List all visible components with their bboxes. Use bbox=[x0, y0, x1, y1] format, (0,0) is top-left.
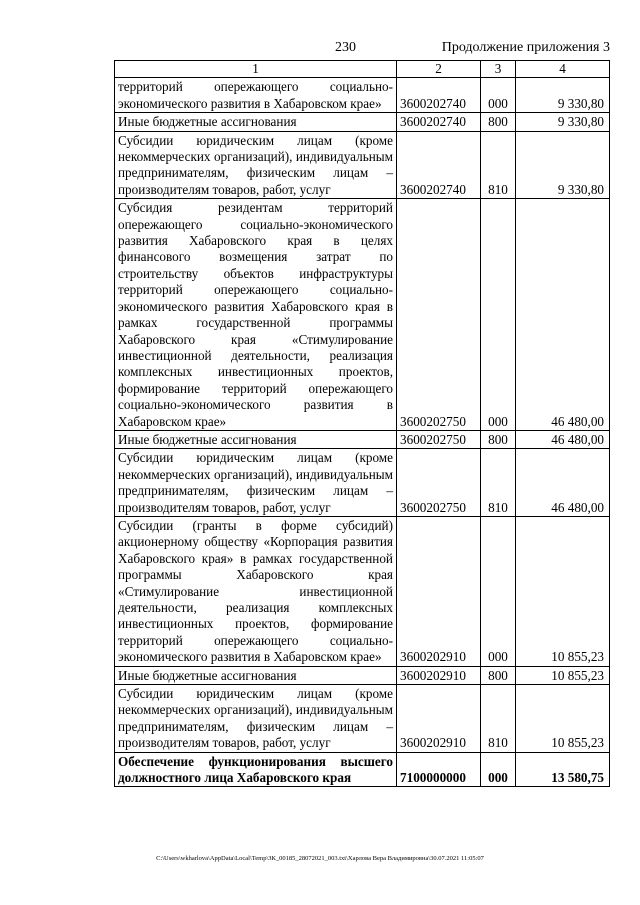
column-header: 3 bbox=[481, 61, 516, 78]
row-name-cell: Иные бюджетные ассигнования bbox=[115, 430, 397, 448]
table-row bbox=[115, 199, 610, 431]
row-name-cell: Иные бюджетные ассигнования bbox=[115, 113, 397, 131]
row-code-cell: 3600202750 bbox=[397, 449, 481, 517]
row-amount-cell: 9 330,80 bbox=[516, 78, 610, 113]
row-code-cell: 3600202910 bbox=[397, 685, 481, 753]
page-header bbox=[0, 40, 640, 58]
row-expense-type-cell: 800 bbox=[481, 113, 516, 131]
row-amount-cell: 46 480,00 bbox=[516, 449, 610, 517]
row-expense-type-cell: 810 bbox=[481, 449, 516, 517]
row-name-cell: Субсидии юридическим лицам (кроме некоммерческих организаций), индивидуальным предпринимателям, физическим лицам – производителям товаров, работ, услуг bbox=[115, 449, 397, 517]
page-number: 230 bbox=[335, 40, 356, 55]
column-number-row bbox=[115, 61, 610, 78]
row-expense-type-cell: 000 bbox=[481, 752, 516, 787]
table-row bbox=[115, 752, 610, 787]
row-code-cell: 3600202750 bbox=[397, 199, 481, 431]
table-row bbox=[115, 516, 610, 666]
row-expense-type-cell: 000 bbox=[481, 516, 516, 666]
column-header: 4 bbox=[516, 61, 610, 78]
row-code-cell: 7100000000 bbox=[397, 752, 481, 787]
row-name-cell: Субсидия резидентам территорий опережающего социально-экономического развития Хабаровского края в целях финансового возмещения затрат по строительству объектов инфраструктуры территорий опережающего социально-экономического развития Хабаровского края в рамках государственной программы Хабаровского края «Стимулирование инвестиционной деятельности, реализация комплексных инвестиционных проектов, формирование территорий опережающего социально-экономического развития в Хабаровском крае» bbox=[115, 199, 397, 431]
row-expense-type-cell: 800 bbox=[481, 666, 516, 684]
budget-table bbox=[114, 60, 610, 787]
row-expense-type-cell: 800 bbox=[481, 430, 516, 448]
row-amount-cell: 9 330,80 bbox=[516, 131, 610, 199]
row-expense-type-cell: 000 bbox=[481, 199, 516, 431]
table-row bbox=[115, 78, 610, 113]
row-name-cell: Субсидии юридическим лицам (кроме некоммерческих организаций), индивидуальным предпринимателям, физическим лицам – производителям товаров, работ, услуг bbox=[115, 131, 397, 199]
table-row bbox=[115, 685, 610, 753]
row-code-cell: 3600202740 bbox=[397, 78, 481, 113]
row-amount-cell: 10 855,23 bbox=[516, 516, 610, 666]
table-row bbox=[115, 131, 610, 199]
row-name-cell: территорий опережающего социально-экономического развития в Хабаровском крае» bbox=[115, 78, 397, 113]
file-path-footer: C:\Users\wkharlova\AppData\Local\Temp\ЗК_00185_28072021_003.txt\Харлова Вера Владимировна\30.07.2021 11:05:07 bbox=[156, 855, 484, 862]
table-row bbox=[115, 449, 610, 517]
table-row bbox=[115, 666, 610, 684]
row-code-cell: 3600202740 bbox=[397, 131, 481, 199]
row-amount-cell: 10 855,23 bbox=[516, 666, 610, 684]
row-code-cell: 3600202740 bbox=[397, 113, 481, 131]
column-header: 1 bbox=[115, 61, 397, 78]
row-code-cell: 3600202910 bbox=[397, 516, 481, 666]
row-name-cell: Субсидии (гранты в форме субсидий) акционерному обществу «Корпорация развития Хабаровского края» в рамках государственной программы Хабаровского края «Стимулирование инвестиционной деятельности, реализация комплексных инвестиционных проектов, формирование территорий опережающего социально-экономического развития в Хабаровском крае» bbox=[115, 516, 397, 666]
row-amount-cell: 46 480,00 bbox=[516, 430, 610, 448]
row-name-cell: Субсидии юридическим лицам (кроме некоммерческих организаций), индивидуальным предпринимателям, физическим лицам – производителям товаров, работ, услуг bbox=[115, 685, 397, 753]
row-code-cell: 3600202750 bbox=[397, 430, 481, 448]
table-row bbox=[115, 430, 610, 448]
row-amount-cell: 46 480,00 bbox=[516, 199, 610, 431]
row-name-cell: Иные бюджетные ассигнования bbox=[115, 666, 397, 684]
row-amount-cell: 10 855,23 bbox=[516, 685, 610, 753]
row-expense-type-cell: 810 bbox=[481, 131, 516, 199]
row-name-cell: Обеспечение функционирования высшего должностного лица Хабаровского края bbox=[115, 752, 397, 787]
row-code-cell: 3600202910 bbox=[397, 666, 481, 684]
column-header: 2 bbox=[397, 61, 481, 78]
row-expense-type-cell: 000 bbox=[481, 78, 516, 113]
table-row bbox=[115, 113, 610, 131]
row-expense-type-cell: 810 bbox=[481, 685, 516, 753]
row-amount-cell: 13 580,75 bbox=[516, 752, 610, 787]
continuation-label: Продолжение приложения 3 bbox=[441, 40, 610, 55]
row-amount-cell: 9 330,80 bbox=[516, 113, 610, 131]
table-body bbox=[115, 78, 610, 787]
